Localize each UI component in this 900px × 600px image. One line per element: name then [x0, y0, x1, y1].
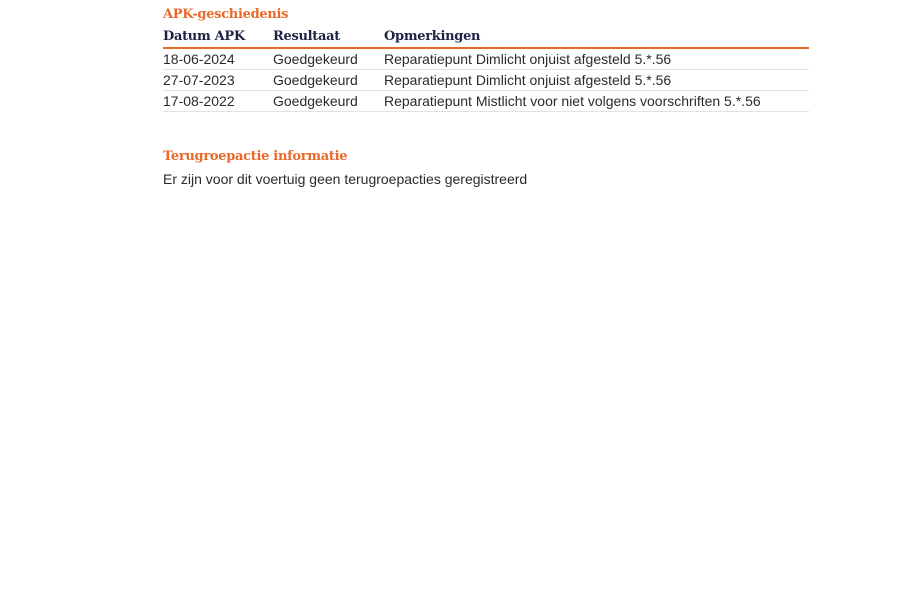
column-header-result: Resultaat	[273, 26, 384, 48]
column-header-date: Datum APK	[163, 26, 273, 48]
cell-remarks: Reparatiepunt Dimlicht onjuist afgesteld 5.*.56	[384, 70, 809, 91]
table-header-row	[163, 26, 809, 48]
table-row	[163, 70, 809, 91]
recall-info-title: Terugroepactie informatie	[163, 149, 348, 164]
cell-result: Goedgekeurd	[273, 91, 384, 112]
cell-date: 27-07-2023	[163, 70, 273, 91]
cell-result: Goedgekeurd	[273, 48, 384, 70]
table-row	[163, 91, 809, 112]
cell-remarks: Reparatiepunt Mistlicht voor niet volgens voorschriften 5.*.56	[384, 91, 809, 112]
apk-history-table	[163, 26, 809, 112]
cell-result: Goedgekeurd	[273, 70, 384, 91]
apk-history-title: APK-geschiedenis	[163, 7, 289, 22]
cell-remarks: Reparatiepunt Dimlicht onjuist afgesteld 5.*.56	[384, 48, 809, 70]
cell-date: 17-08-2022	[163, 91, 273, 112]
cell-date: 18-06-2024	[163, 48, 273, 70]
column-header-remarks: Opmerkingen	[384, 26, 809, 48]
recall-info-text: Er zijn voor dit voertuig geen terugroepacties geregistreerd	[163, 171, 528, 187]
table-row	[163, 48, 809, 70]
